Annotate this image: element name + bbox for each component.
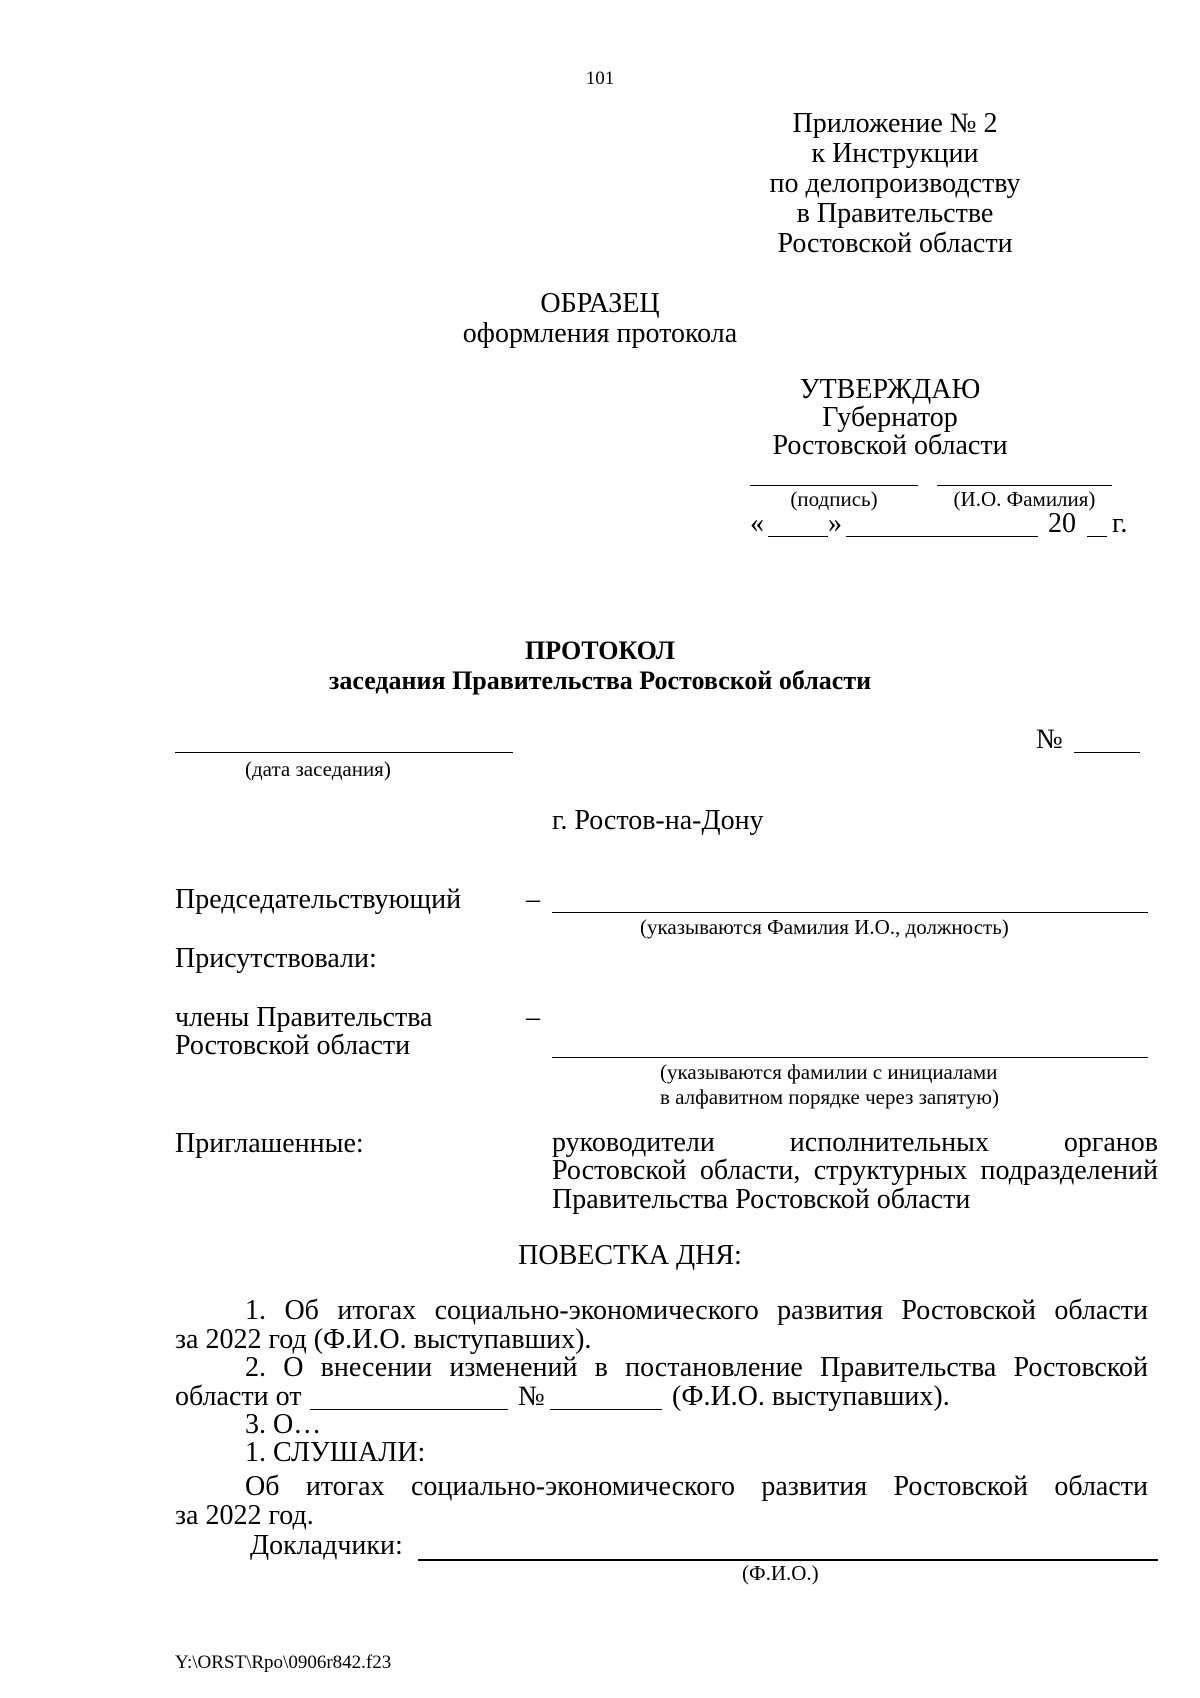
members-label-2: Ростовской области — [175, 1030, 411, 1061]
date-year-line — [1087, 536, 1107, 537]
date-day-line — [768, 536, 828, 537]
members-caption-1: (указываются фамилии с инициалами — [660, 1060, 998, 1084]
agenda-item-2-line-1: 2. О внесении изменений в постановление Правительства Ростовской — [245, 1352, 1148, 1383]
appendix-line-1: Приложение № 2 — [792, 108, 998, 139]
appendix-line-5: Ростовской области — [777, 228, 1013, 259]
hearing-text-line-1: Об итогах социально-экономического развития Ростовской области — [245, 1471, 1148, 1502]
approve-word: УТВЕРЖДАЮ — [799, 374, 981, 405]
name-caption: (И.О. Фамилия) — [953, 487, 1096, 511]
members-dash: – — [526, 1002, 540, 1033]
chair-caption: (указываются Фамилия И.О., должность) — [640, 915, 1009, 939]
members-caption-2: в алфавитном порядке через запятую) — [660, 1085, 999, 1109]
date-month-line — [846, 536, 1038, 537]
members-line — [552, 1057, 1148, 1058]
meeting-city: г. Ростов-на-Дону — [552, 805, 764, 836]
approve-position: Губернатор — [822, 402, 958, 433]
sample-subtitle: оформления протокола — [462, 318, 738, 349]
signature-caption: (подпись) — [790, 487, 878, 511]
agenda-item-2-number-line — [550, 1409, 662, 1410]
agenda-item-2-suffix: (Ф.И.О. выступавших). — [672, 1381, 950, 1412]
chair-dash: – — [526, 884, 540, 915]
protocol-title: ПРОТОКОЛ — [525, 636, 675, 665]
meeting-date-caption: (дата заседания) — [245, 757, 391, 781]
page-number: 101 — [585, 68, 615, 89]
protocol-subtitle: заседания Правительства Ростовской области — [328, 666, 872, 695]
date-suffix: г. — [1112, 508, 1128, 539]
invited-line-2: Ростовской области, структурных подразделений — [552, 1155, 1158, 1186]
hearing-text-line-2: за 2022 год. — [175, 1500, 314, 1531]
appendix-line-2: к Инструкции — [811, 138, 979, 169]
agenda-item-2-number-sign: № — [518, 1381, 545, 1412]
speakers-label: Докладчики: — [250, 1530, 403, 1561]
date-year-prefix: 20 — [1048, 508, 1076, 539]
agenda-item-2-date-line — [310, 1409, 508, 1410]
invited-line-3: Правительства Ростовской области — [552, 1184, 971, 1215]
invited-label: Приглашенные: — [175, 1128, 364, 1159]
date-close-quote: » — [828, 508, 842, 539]
speakers-caption: (Ф.И.О.) — [742, 1561, 819, 1585]
footer-file-path: Y:\ORST\Rpo\0906r842.f23 — [175, 1652, 392, 1673]
agenda-item-3: 3. О… — [245, 1409, 322, 1440]
present-label: Присутствовали: — [175, 943, 377, 974]
agenda-item-1-line-1: 1. Об итогах социально-экономического развития Ростовской области — [245, 1295, 1148, 1326]
agenda-item-1-line-2: за 2022 год (Ф.И.О. выступавших). — [175, 1324, 592, 1355]
invited-line-1: руководители исполнительных органов — [552, 1127, 1158, 1158]
appendix-line-4: в Правительстве — [796, 198, 994, 229]
hearing-heading: 1. СЛУШАЛИ: — [245, 1437, 426, 1468]
chair-label: Председательствующий — [175, 884, 462, 915]
sample-title: ОБРАЗЕЦ — [540, 288, 660, 319]
signature-line — [750, 485, 918, 486]
appendix-line-3: по делопроизводству — [769, 168, 1021, 199]
name-line — [937, 485, 1112, 486]
protocol-number-line — [1074, 752, 1140, 753]
approve-region: Ростовской области — [772, 430, 1008, 461]
protocol-number-sign: № — [1036, 724, 1063, 755]
members-label-1: члены Правительства — [175, 1002, 433, 1033]
meeting-date-line — [175, 752, 513, 753]
chair-line — [552, 912, 1148, 913]
date-open-quote: « — [750, 508, 764, 539]
agenda-title: ПОВЕСТКА ДНЯ: — [518, 1240, 742, 1271]
agenda-item-2-prefix: области от — [175, 1381, 302, 1412]
